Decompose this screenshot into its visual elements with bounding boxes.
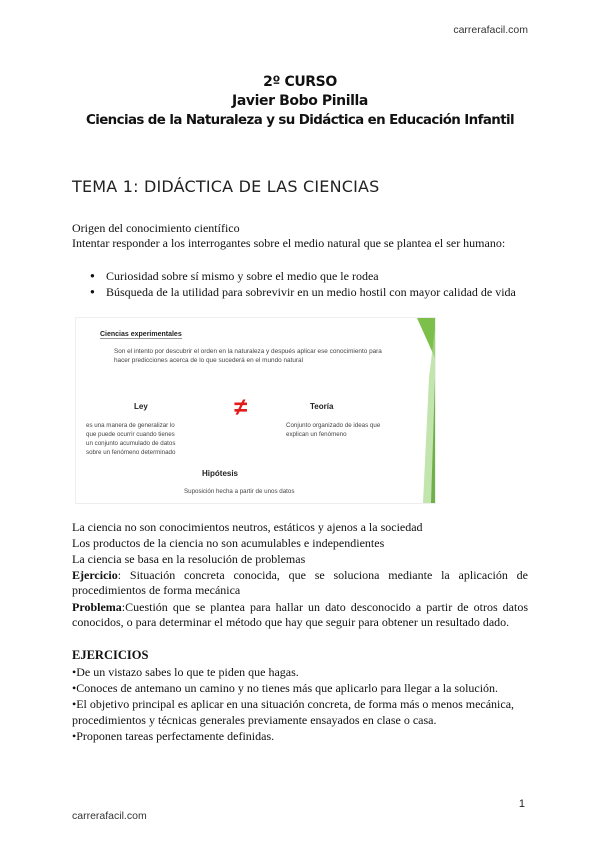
ejercicio-term: Ejercicio [72, 568, 118, 582]
slide-decoration [411, 318, 435, 503]
ley-label: Ley [134, 402, 148, 411]
ejercicio-definition: : Situación concreta conocida, que se soluciona mediante la aplicación de procedimientos de forma mecánica [72, 568, 528, 597]
author-line: Javier Bobo Pinilla [232, 93, 368, 109]
watermark-top: carrerafacil.com [453, 24, 528, 36]
not-equal-icon: ≠ [234, 394, 248, 421]
hipotesis-definition: Suposición hecha a partir de unos datos [184, 488, 295, 495]
problema-definition: :Cuestión que se plantea para hallar un dato desconocido a partir de otros datos conocidos, o para determinar el método que hay que seguir para obtener un resultado dado. [72, 600, 528, 629]
ejercicios-heading: EJERCICIOS [72, 648, 149, 662]
problema-paragraph [72, 600, 528, 630]
intro-paragraph: Intentar responder a los interrogantes sobre el medio natural que se plantea el ser humano: [72, 236, 506, 250]
statement: La ciencia no son conocimientos neutros, estáticos y ajenos a la sociedad [72, 520, 423, 534]
statement: Los productos de la ciencia no son acumulables e independientes [72, 536, 385, 550]
hipotesis-label: Hipótesis [202, 469, 239, 478]
list-item: •De un vistazo sabes lo que te piden que hagas. [72, 665, 299, 679]
slide-definition: Son el intento por descubrir el orden en la naturaleza y después aplicar ese conocimiento para hacer predicciones acerca de lo que sucederá en el mundo natural [114, 348, 382, 364]
bullet-list [90, 268, 516, 300]
subject-line: Ciencias de la Naturaleza y su Didáctica en Educación Infantil [85, 113, 514, 128]
ejercicio-paragraph [72, 568, 528, 598]
problema-term: Problema [72, 600, 122, 614]
list-item: ● Curiosidad sobre sí mismo y sobre el medio que le rodea [90, 268, 516, 284]
list-item: procedimientos y técnicas generales previamente ensayados en clase o casa. [72, 713, 437, 727]
page-number: 1 [518, 798, 525, 810]
teoria-definition: Conjunto organizado de ideas que explican un fenómeno [286, 422, 381, 438]
document-header [60, 73, 540, 130]
watermark-bottom: carrerafacil.com [72, 810, 147, 822]
list-item: •Proponen tareas perfectamente definidas. [72, 729, 275, 743]
origen-heading: Origen del conocimiento científico [72, 221, 240, 235]
section-title: TEMA 1: DIDÁCTICA DE LAS CIENCIAS [72, 177, 380, 196]
slide-title: Ciencias experimentales [100, 331, 182, 338]
ejercicios-list [72, 664, 532, 744]
list-item: •Conoces de antemano un camino y no tienes más que aplicarlo para llegar a la solución. [72, 681, 499, 695]
course-line: 2º CURSO [263, 74, 337, 90]
list-item: •El objetivo principal es aplicar en una situación concreta, de forma más o menos mecánica, [72, 697, 515, 711]
statement: La ciencia se basa en la resolución de problemas [72, 552, 306, 566]
teoria-label: Teoría [310, 402, 334, 411]
slide-image [75, 317, 436, 504]
ley-definition: es una manera de generalizar lo que puede ocurrir cuando tienes un conjunto acumulado de datos sobre un fenómeno determinado [86, 422, 176, 456]
list-item: ● Búsqueda de la utilidad para sobrevivir en un medio hostil con mayor calidad de vida [90, 284, 516, 300]
